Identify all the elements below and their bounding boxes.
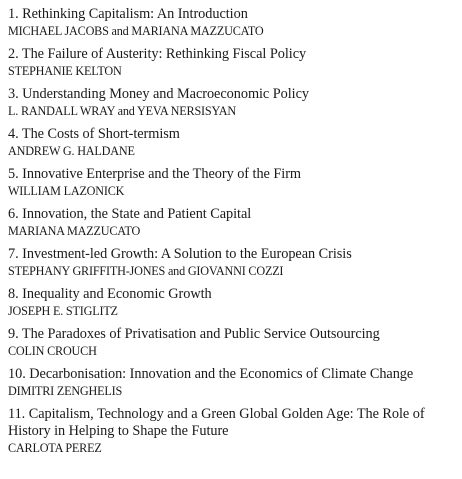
chapter-entry-11 bbox=[8, 406, 456, 456]
chapter-title: 4. The Costs of Short-termism bbox=[8, 126, 180, 142]
chapter-entry-3 bbox=[8, 86, 456, 119]
chapter-authors: CARLOTA PEREZ bbox=[8, 441, 102, 455]
chapter-entry-7 bbox=[8, 246, 456, 279]
chapter-entry-5 bbox=[8, 166, 456, 199]
chapter-entry-6 bbox=[8, 206, 456, 239]
chapter-title: 9. The Paradoxes of Privatisation and Public Service Outsourcing bbox=[8, 326, 380, 342]
chapter-authors: STEPHANIE KELTON bbox=[8, 64, 122, 78]
chapter-authors: JOSEPH E. STIGLITZ bbox=[8, 304, 118, 318]
chapter-title: 5. Innovative Enterprise and the Theory of the Firm bbox=[8, 166, 301, 182]
chapter-authors: STEPHANY GRIFFITH-JONES and GIOVANNI COZZI bbox=[8, 264, 284, 278]
chapter-title: 11. Capitalism, Technology and a Green Global Golden Age: The Role of History in Helping to Shape the Future bbox=[8, 406, 425, 439]
chapter-title: 6. Innovation, the State and Patient Capital bbox=[8, 206, 252, 222]
chapter-entry-10 bbox=[8, 366, 456, 399]
chapter-authors: COLIN CROUCH bbox=[8, 344, 97, 358]
table-of-contents bbox=[8, 6, 456, 463]
chapter-title: 8. Inequality and Economic Growth bbox=[8, 286, 212, 302]
chapter-title: 1. Rethinking Capitalism: An Introduction bbox=[8, 6, 248, 22]
chapter-entry-9 bbox=[8, 326, 456, 359]
chapter-entry-4 bbox=[8, 126, 456, 159]
chapter-title: 3. Understanding Money and Macroeconomic Policy bbox=[8, 86, 309, 102]
chapter-authors: ANDREW G. HALDANE bbox=[8, 144, 135, 158]
chapter-authors: MICHAEL JACOBS and MARIANA MAZZUCATO bbox=[8, 24, 264, 38]
chapter-authors: WILLIAM LAZONICK bbox=[8, 184, 125, 198]
chapter-entry-2 bbox=[8, 46, 456, 79]
chapter-entry-1 bbox=[8, 6, 456, 39]
chapter-authors: L. RANDALL WRAY and YEVA NERSISYAN bbox=[8, 104, 236, 118]
chapter-title: 10. Decarbonisation: Innovation and the Economics of Climate Change bbox=[8, 366, 414, 382]
chapter-title: 2. The Failure of Austerity: Rethinking Fiscal Policy bbox=[8, 46, 307, 62]
chapter-title: 7. Investment-led Growth: A Solution to the European Crisis bbox=[8, 246, 352, 262]
chapter-authors: DIMITRI ZENGHELIS bbox=[8, 384, 123, 398]
chapter-authors: MARIANA MAZZUCATO bbox=[8, 224, 141, 238]
chapter-entry-8 bbox=[8, 286, 456, 319]
